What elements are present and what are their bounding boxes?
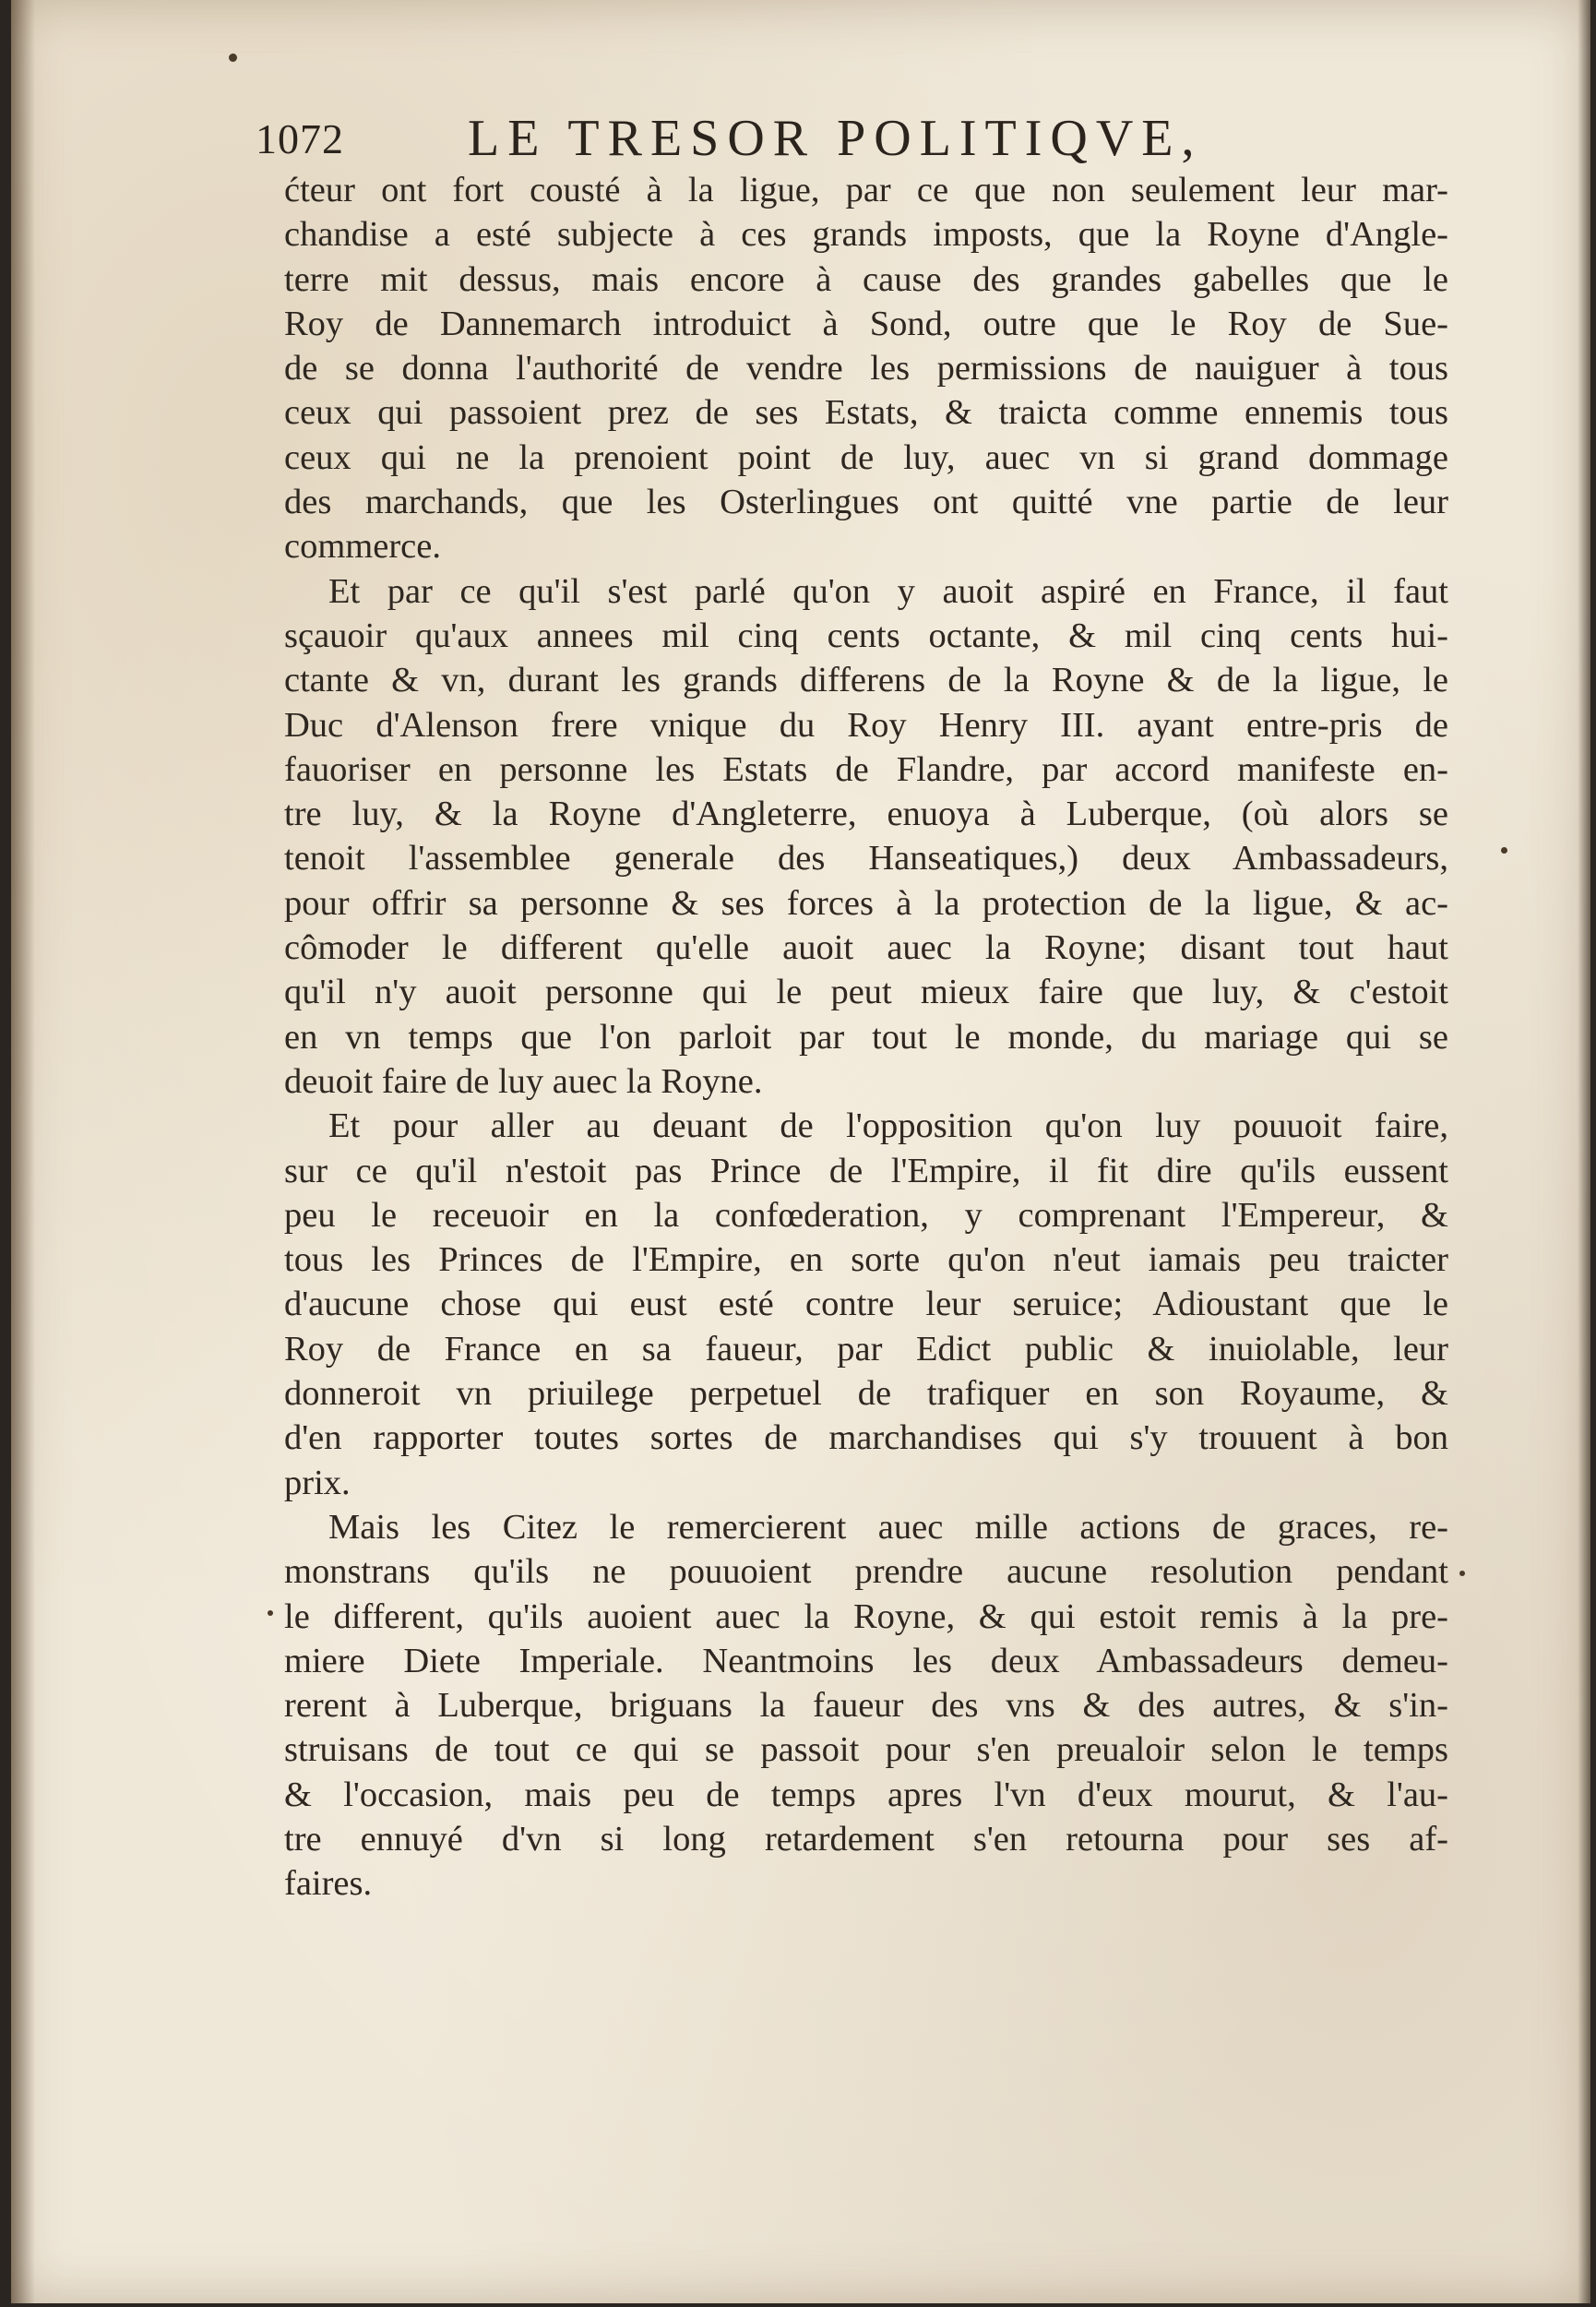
book-page xyxy=(11,0,1590,2303)
ink-speck xyxy=(229,54,237,62)
text-line: rerent à Luberque, briguans la faueur des vns & des autres, & s'in- xyxy=(284,1686,1448,1726)
text-line: peu le receuoir en la confœderation, y comprenant l'Empereur, & xyxy=(284,1195,1448,1235)
text-line: pour offrir sa personne & ses forces à la protection de la ligue, & ac- xyxy=(284,883,1448,923)
text-line: ceux qui passoient prez de ses Estats, & traicta comme ennemis tous xyxy=(284,393,1448,433)
text-line: prix. xyxy=(284,1463,351,1502)
paragraph xyxy=(284,1505,1448,1907)
text-line: ćteur ont fort cousté à la ligue, par ce que non seulement leur mar- xyxy=(284,171,1448,209)
page-edge-shadow xyxy=(1578,0,1590,2303)
page-header xyxy=(256,109,1298,173)
body-text xyxy=(284,168,1448,1907)
ink-speck xyxy=(1459,1571,1465,1576)
text-line: le different, qu'ils auoient auec la Royne, & qui estoit remis à la pre- xyxy=(284,1596,1448,1636)
paragraph xyxy=(284,168,1448,569)
text-line: en vn temps que l'on parloit par tout le monde, du mariage qui se xyxy=(284,1017,1448,1057)
text-line: donneroit vn priuilege perpetuel de trafiquer en son Royaume, & xyxy=(284,1374,1448,1414)
text-line: ceux qui ne la prenoient point de luy, auec vn si grand dommage xyxy=(284,437,1448,477)
text-line: deuoit faire de luy auec la Royne. xyxy=(284,1061,763,1101)
ink-speck xyxy=(1501,847,1507,854)
text-line: monstrans qu'ils ne pouuoient prendre aucune resolution pendant xyxy=(284,1552,1448,1592)
text-line: d'en rapporter toutes sortes de marchandises qui s'y trouuent à bon xyxy=(284,1418,1448,1458)
ink-speck xyxy=(268,1610,273,1616)
text-line: miere Diete Imperiale. Neantmoins les deux Ambassadeurs demeu- xyxy=(284,1641,1448,1680)
text-line: Mais les Citez le remercierent auec mille actions de graces, re- xyxy=(328,1507,1448,1547)
text-line: chandise a esté subjecte à ces grands imposts, que la Royne d'Angle- xyxy=(284,215,1448,255)
text-line: Et par ce qu'il s'est parlé qu'on y auoit aspiré en France, il faut xyxy=(328,571,1448,611)
spine-shadow xyxy=(11,0,35,2303)
text-line: terre mit dessus, mais encore à cause des grandes gabelles que le xyxy=(284,259,1448,299)
text-line: faires. xyxy=(284,1864,373,1904)
text-line: struisans de tout ce qui se passoit pour s'en preualoir selon le temps xyxy=(284,1730,1448,1770)
paragraph xyxy=(284,569,1448,1105)
text-line: Et pour aller au deuant de l'opposition qu'on luy pouuoit faire, xyxy=(328,1106,1448,1146)
text-line: tous les Princes de l'Empire, en sorte qu'on n'eut iamais peu traicter xyxy=(284,1240,1448,1280)
text-line: Roy de Dannemarch introduict à Sond, outre que le Roy de Sue- xyxy=(284,304,1448,343)
text-line: ctante & vn, durant les grands differens de la Royne & de la ligue, le xyxy=(284,661,1448,700)
text-line: qu'il n'y auoit personne qui le peut mieux faire que luy, & c'estoit xyxy=(284,973,1448,1012)
text-line: sçauoir qu'aux annees mil cinq cents octante, & mil cinq cents hui- xyxy=(284,616,1448,655)
text-line: sur ce qu'il n'estoit pas Prince de l'Empire, il fit dire qu'ils eussent xyxy=(284,1151,1448,1190)
text-line: commerce. xyxy=(284,527,441,567)
text-line: cômoder le different qu'elle auoit auec la Royne; disant tout haut xyxy=(284,928,1448,968)
running-title: LE TRESOR POLITIQVE, xyxy=(468,110,1203,167)
text-line: d'aucune chose qui eust esté contre leur seruice; Adioustant que le xyxy=(284,1285,1448,1324)
text-line: & l'occasion, mais peu de temps apres l'vn d'eux mourut, & l'au- xyxy=(284,1775,1448,1814)
text-line: des marchands, que les Osterlingues ont quitté vne partie de leur xyxy=(284,483,1448,522)
page-number: 1072 xyxy=(256,115,344,162)
text-line: tenoit l'assemblee generale des Hanseatiques,) deux Ambassadeurs, xyxy=(284,839,1448,879)
text-line: Roy de France en sa faueur, par Edict public & inuiolable, leur xyxy=(284,1329,1448,1369)
text-line: de se donna l'authorité de vendre les permissions de nauiguer à tous xyxy=(284,349,1448,388)
text-line: tre luy, & la Royne d'Angleterre, enuoya à Luberque, (où alors se xyxy=(284,795,1448,834)
text-line: Duc d'Alenson frere vnique du Roy Henry III. ayant entre-pris de xyxy=(284,705,1448,745)
paragraph xyxy=(284,1104,1448,1505)
text-line: tre ennuyé d'vn si long retardement s'en retourna pour ses af- xyxy=(284,1819,1448,1859)
text-line: fauoriser en personne les Estats de Flandre, par accord manifeste en- xyxy=(284,749,1448,789)
